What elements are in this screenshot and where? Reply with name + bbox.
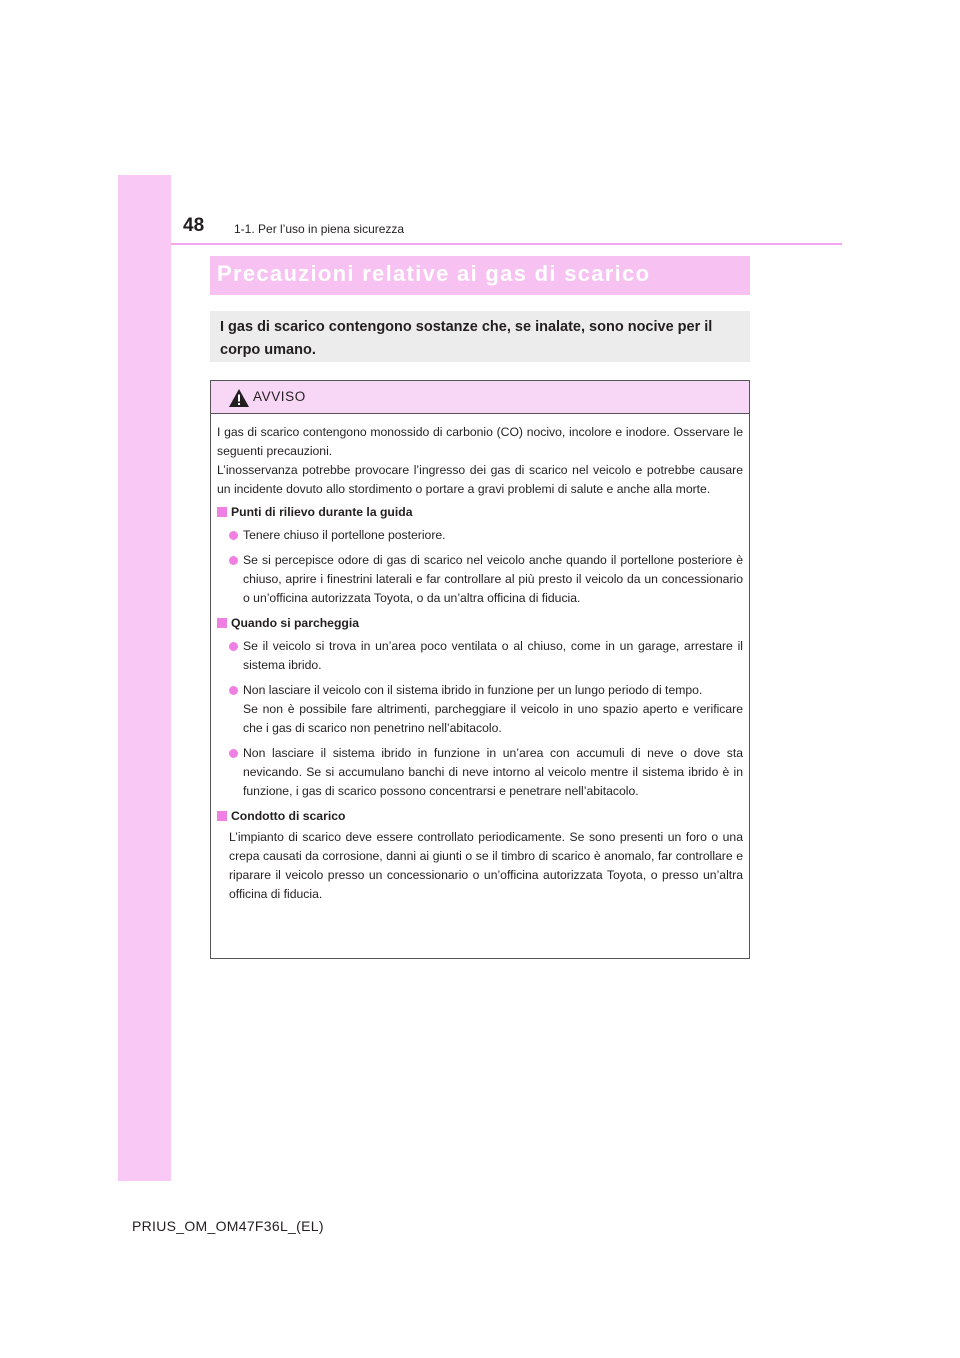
- header-divider: [171, 243, 842, 245]
- subsection-heading: Quando si parcheggia: [217, 614, 743, 633]
- circle-bullet-icon: [229, 642, 238, 651]
- document-code: PRIUS_OM_OM47F36L_(EL): [132, 1218, 324, 1234]
- breadcrumb: 1-1. Per l’uso in piena sicurezza: [234, 222, 405, 236]
- warning-triangle-icon: [228, 388, 250, 408]
- circle-bullet-icon: [229, 531, 238, 540]
- page-number: 48: [183, 215, 205, 236]
- subsection-text: L’impianto di scarico deve essere controllato periodicamente. Se sono presenti un foro o una crepa causati da corrosione, danni ai giunti o se il timbro di scarico è anomalo, far controllare e riparare il veicolo presso un concessionario o un’officina autorizzata Toyota, o presso un’altra officina di fiducia.: [229, 830, 743, 901]
- circle-bullet-icon: [229, 686, 238, 695]
- circle-bullet-icon: [229, 556, 238, 565]
- warning-body: [211, 414, 749, 904]
- warning-intro: [217, 423, 743, 499]
- list-item: Tenere chiuso il portellone posteriore.: [217, 526, 743, 545]
- subsection-heading: Punti di rilievo durante la guida: [217, 503, 743, 522]
- list-item-continuation: Se non è possibile fare altrimenti, parcheggiare il veicolo in uno spazio aperto e verificare che i gas di scarico non penetrino nell’abitacolo.: [243, 702, 743, 735]
- warning-intro-line-2: L’inosservanza potrebbe provocare l’ingresso dei gas di scarico nel veicolo e potrebbe causare un incidente dovuto allo stordimento o portare a gravi problemi di salute e anche alla morte.: [217, 463, 743, 496]
- list-item: Se il veicolo si trova in un’area poco ventilata o al chiuso, come in un garage, arrestare il sistema ibrido.: [217, 637, 743, 675]
- subsection-heading: Condotto di scarico: [217, 807, 743, 826]
- square-bullet-icon: [217, 507, 227, 517]
- section-side-tab: [118, 175, 171, 1181]
- list-item: Non lasciare il sistema ibrido in funzione in un’area con accumuli di neve o dove sta nevicando. Se si accumulano banchi di neve intorno al veicolo mentre il sistema ibrido è in funzione, i gas di scarico possono concentrarsi e penetrare nell’abitacolo.: [217, 744, 743, 801]
- warning-intro-line-1: I gas di scarico contengono monossido di carbonio (CO) nocivo, incolore e inodore. Osservare le seguenti precauzioni.: [217, 425, 743, 458]
- square-bullet-icon: [217, 811, 227, 821]
- list-item: Non lasciare il veicolo con il sistema ibrido in funzione per un lungo periodo di tempo. Se non è possibile fare altrimenti, parcheggiare il veicolo in uno spazio aperto e verificare che i gas di scarico non penetrino nell’abitacolo.: [217, 681, 743, 738]
- section-title: Precauzioni relative ai gas di scarico: [210, 256, 750, 295]
- list-item: Se si percepisce odore di gas di scarico nel veicolo anche quando il portellone posteriore è chiuso, aprire i finestrini laterali e far controllare al più presto il veicolo da un concessionario o un’officina autorizzata Toyota, o da un’altra officina di fiducia.: [217, 551, 743, 608]
- warning-header: [211, 381, 749, 414]
- intro-text: I gas di scarico contengono sostanze che, se inalate, sono nocive per il corpo umano.: [220, 319, 713, 358]
- intro-box: [210, 311, 750, 362]
- square-bullet-icon: [217, 618, 227, 628]
- circle-bullet-icon: [229, 749, 238, 758]
- warning-box: [210, 380, 750, 959]
- warning-label: AVVISO: [253, 389, 306, 404]
